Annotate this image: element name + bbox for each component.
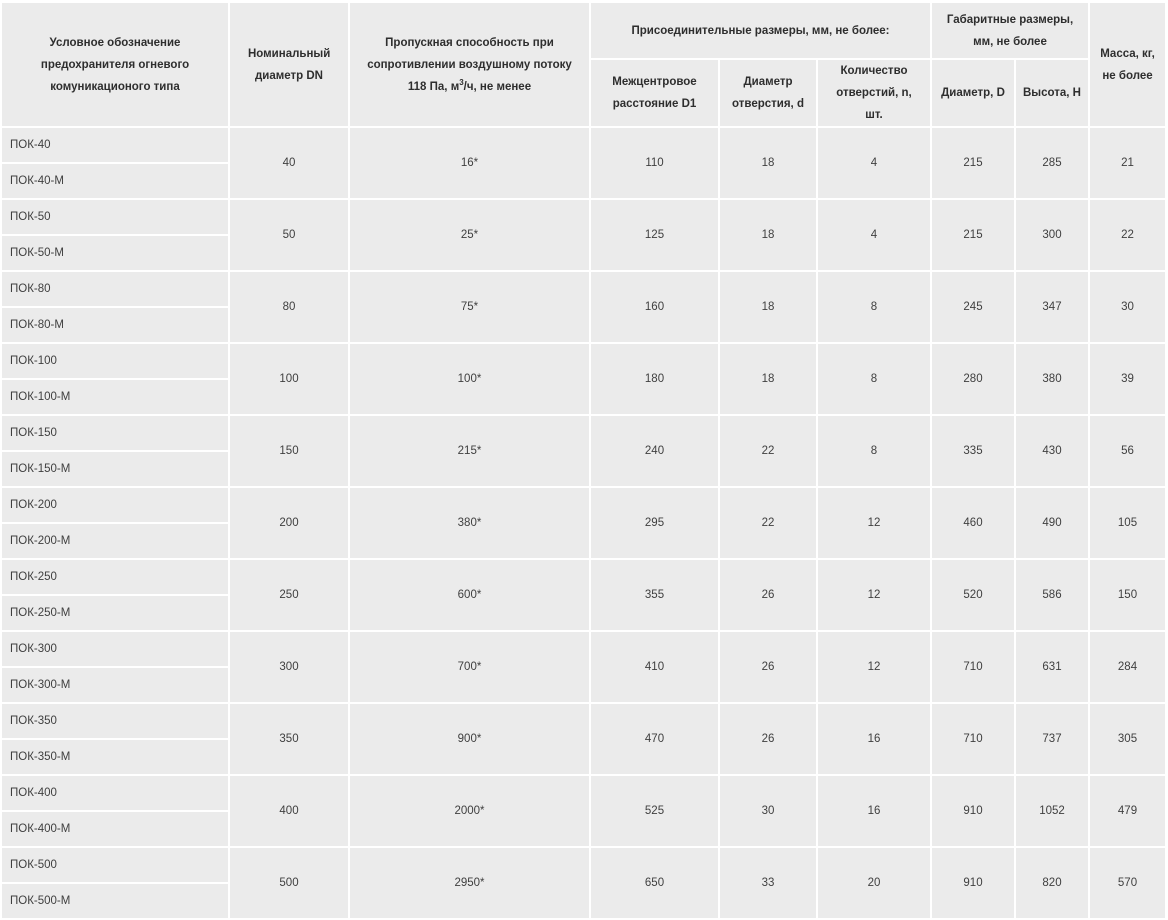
- cell-dn: 250: [230, 560, 350, 632]
- cell-d1: 410: [591, 632, 720, 704]
- table-row: [2, 272, 1167, 308]
- cell-designation: ПОК-50: [2, 200, 230, 236]
- cell-mass: 305: [1090, 704, 1167, 776]
- cell-outer-d: 215: [932, 128, 1016, 200]
- cell-outer-d: 910: [932, 848, 1016, 920]
- cell-d1: 355: [591, 560, 720, 632]
- cell-dn: 150: [230, 416, 350, 488]
- header-capacity: [350, 3, 591, 128]
- specifications-table: [2, 3, 1167, 920]
- cell-designation: ПОК-40: [2, 128, 230, 164]
- cell-dn: 100: [230, 344, 350, 416]
- table-row: [2, 200, 1167, 236]
- cell-capacity: 100*: [350, 344, 591, 416]
- cell-hole-d: 18: [720, 200, 818, 272]
- cell-height: 430: [1016, 416, 1090, 488]
- cell-mass: 21: [1090, 128, 1167, 200]
- cell-hole-d: 18: [720, 272, 818, 344]
- header-designation: Условное обозначение предохранителя огневого комуникационого типа: [2, 3, 230, 128]
- cell-dn: 350: [230, 704, 350, 776]
- cell-designation-m: ПОК-500-М: [2, 884, 230, 920]
- table-row: [2, 776, 1167, 812]
- cell-designation: ПОК-100: [2, 344, 230, 380]
- cell-designation-m: ПОК-40-М: [2, 164, 230, 200]
- cell-height: 490: [1016, 488, 1090, 560]
- cell-height: 586: [1016, 560, 1090, 632]
- cell-designation-m: ПОК-150-М: [2, 452, 230, 488]
- cell-d1: 160: [591, 272, 720, 344]
- cell-outer-d: 710: [932, 632, 1016, 704]
- table-row: [2, 848, 1167, 884]
- cell-d1: 650: [591, 848, 720, 920]
- cell-height: 1052: [1016, 776, 1090, 848]
- cell-hole-n: 4: [818, 200, 932, 272]
- header-hole-d: Диаметр отверстия, d: [720, 60, 818, 128]
- cell-designation: ПОК-350: [2, 704, 230, 740]
- cell-mass: 56: [1090, 416, 1167, 488]
- table-row: [2, 344, 1167, 380]
- header-outer-d: Диаметр, D: [932, 60, 1016, 128]
- cell-d1: 110: [591, 128, 720, 200]
- cell-hole-d: 22: [720, 416, 818, 488]
- table-row: [2, 632, 1167, 668]
- header-connection-group: Присоединительные размеры, мм, не более:: [591, 3, 932, 60]
- cell-hole-d: 26: [720, 560, 818, 632]
- cell-d1: 240: [591, 416, 720, 488]
- cell-dn: 200: [230, 488, 350, 560]
- cell-hole-n: 4: [818, 128, 932, 200]
- cell-hole-n: 12: [818, 560, 932, 632]
- cell-capacity: 2000*: [350, 776, 591, 848]
- cell-mass: 39: [1090, 344, 1167, 416]
- cell-outer-d: 245: [932, 272, 1016, 344]
- cell-hole-d: 30: [720, 776, 818, 848]
- cell-mass: 150: [1090, 560, 1167, 632]
- cell-designation: ПОК-80: [2, 272, 230, 308]
- header-mass: Масса, кг, не более: [1090, 3, 1167, 128]
- cell-capacity: 600*: [350, 560, 591, 632]
- table-row: [2, 704, 1167, 740]
- cell-designation-m: ПОК-250-М: [2, 596, 230, 632]
- cell-dn: 80: [230, 272, 350, 344]
- cell-hole-n: 16: [818, 704, 932, 776]
- cell-designation-m: ПОК-300-М: [2, 668, 230, 704]
- cell-d1: 525: [591, 776, 720, 848]
- cell-capacity: 700*: [350, 632, 591, 704]
- cell-designation: ПОК-200: [2, 488, 230, 524]
- cell-height: 380: [1016, 344, 1090, 416]
- cell-dn: 50: [230, 200, 350, 272]
- cell-hole-d: 26: [720, 704, 818, 776]
- cell-designation-m: ПОК-350-М: [2, 740, 230, 776]
- table-header: [2, 3, 1167, 128]
- cell-dn: 300: [230, 632, 350, 704]
- cell-designation: ПОК-400: [2, 776, 230, 812]
- table-row: [2, 560, 1167, 596]
- cell-designation-m: ПОК-50-М: [2, 236, 230, 272]
- cell-hole-n: 20: [818, 848, 932, 920]
- cell-outer-d: 215: [932, 200, 1016, 272]
- header-height: Высота, H: [1016, 60, 1090, 128]
- cell-hole-n: 16: [818, 776, 932, 848]
- header-overall-group: Габаритные размеры, мм, не более: [932, 3, 1090, 60]
- cell-d1: 180: [591, 344, 720, 416]
- table-row: [2, 488, 1167, 524]
- header-capacity-text: Пропускная способность при сопротивлении воздушному потоку 118 Па, м: [367, 36, 572, 93]
- cell-mass: 22: [1090, 200, 1167, 272]
- cell-outer-d: 335: [932, 416, 1016, 488]
- cell-outer-d: 910: [932, 776, 1016, 848]
- cell-mass: 570: [1090, 848, 1167, 920]
- cell-height: 737: [1016, 704, 1090, 776]
- cell-outer-d: 280: [932, 344, 1016, 416]
- table-row: [2, 128, 1167, 164]
- header-capacity-unit: /ч, не менее: [463, 80, 532, 93]
- header-hole-n: Количество отверстий, n, шт.: [818, 60, 932, 128]
- cell-designation: ПОК-250: [2, 560, 230, 596]
- cell-outer-d: 460: [932, 488, 1016, 560]
- table-body: [2, 128, 1167, 920]
- cell-capacity: 900*: [350, 704, 591, 776]
- cell-mass: 30: [1090, 272, 1167, 344]
- cell-d1: 125: [591, 200, 720, 272]
- cell-hole-d: 18: [720, 344, 818, 416]
- cell-outer-d: 520: [932, 560, 1016, 632]
- cell-height: 347: [1016, 272, 1090, 344]
- cell-designation: ПОК-500: [2, 848, 230, 884]
- cell-mass: 479: [1090, 776, 1167, 848]
- header-d1: Межцентровое расстояние D1: [591, 60, 720, 128]
- cell-hole-n: 8: [818, 344, 932, 416]
- cell-mass: 105: [1090, 488, 1167, 560]
- cell-mass: 284: [1090, 632, 1167, 704]
- cell-designation-m: ПОК-80-М: [2, 308, 230, 344]
- header-capacity-sup: 3: [459, 77, 464, 87]
- cell-capacity: 25*: [350, 200, 591, 272]
- cell-hole-n: 12: [818, 488, 932, 560]
- cell-dn: 400: [230, 776, 350, 848]
- cell-height: 631: [1016, 632, 1090, 704]
- cell-d1: 295: [591, 488, 720, 560]
- cell-capacity: 16*: [350, 128, 591, 200]
- cell-height: 285: [1016, 128, 1090, 200]
- cell-hole-n: 8: [818, 272, 932, 344]
- cell-designation-m: ПОК-200-М: [2, 524, 230, 560]
- cell-capacity: 2950*: [350, 848, 591, 920]
- cell-height: 820: [1016, 848, 1090, 920]
- cell-designation: ПОК-150: [2, 416, 230, 452]
- cell-hole-d: 26: [720, 632, 818, 704]
- cell-designation-m: ПОК-400-М: [2, 812, 230, 848]
- cell-dn: 500: [230, 848, 350, 920]
- cell-designation-m: ПОК-100-М: [2, 380, 230, 416]
- cell-hole-d: 22: [720, 488, 818, 560]
- cell-outer-d: 710: [932, 704, 1016, 776]
- cell-capacity: 215*: [350, 416, 591, 488]
- cell-designation: ПОК-300: [2, 632, 230, 668]
- cell-capacity: 75*: [350, 272, 591, 344]
- cell-hole-d: 18: [720, 128, 818, 200]
- cell-d1: 470: [591, 704, 720, 776]
- cell-capacity: 380*: [350, 488, 591, 560]
- cell-height: 300: [1016, 200, 1090, 272]
- cell-hole-n: 8: [818, 416, 932, 488]
- cell-dn: 40: [230, 128, 350, 200]
- cell-hole-n: 12: [818, 632, 932, 704]
- table-row: [2, 416, 1167, 452]
- cell-hole-d: 33: [720, 848, 818, 920]
- header-dn: Номинальный диаметр DN: [230, 3, 350, 128]
